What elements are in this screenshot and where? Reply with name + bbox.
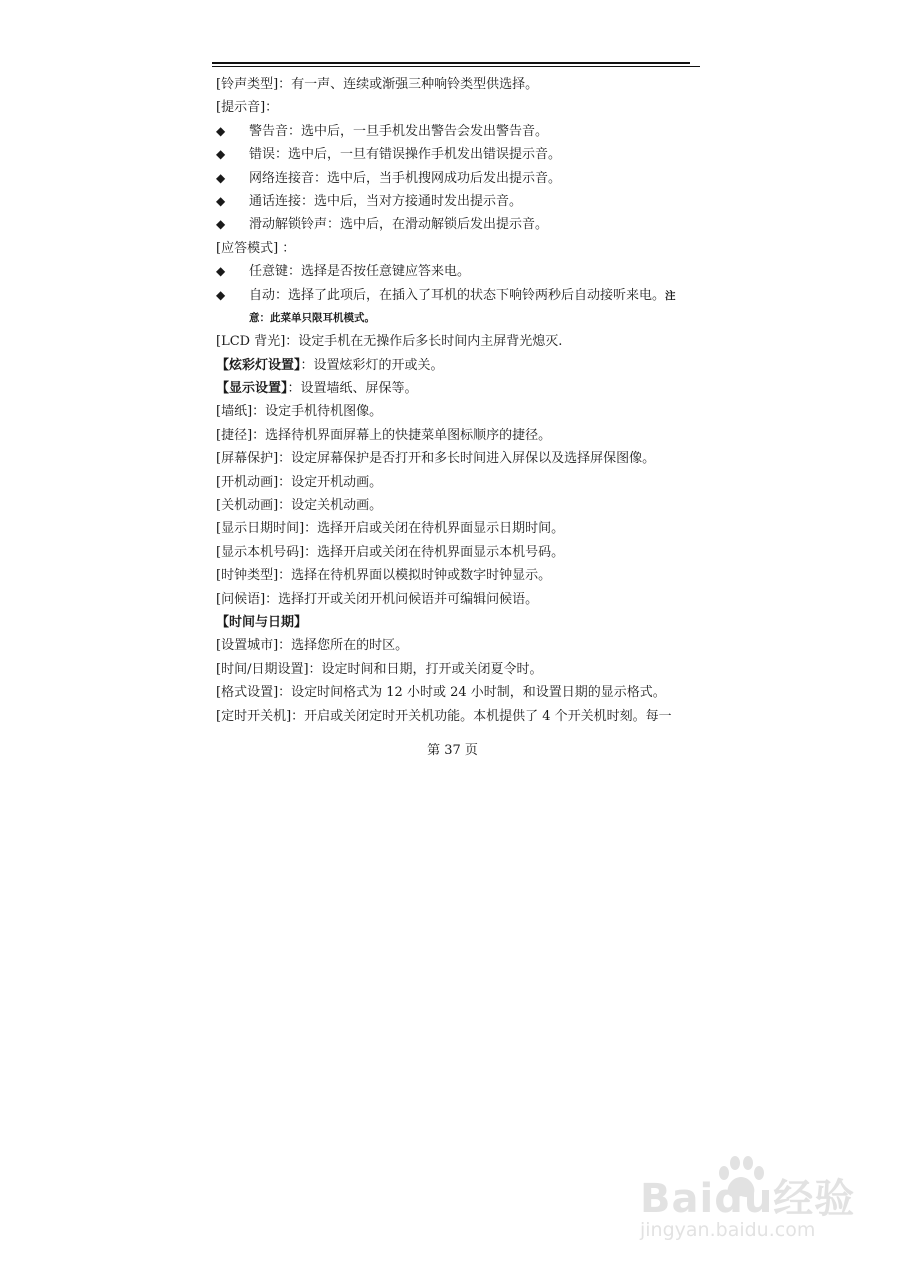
section-heading: 【显示设置】	[216, 381, 288, 397]
diamond-bullet-icon: ◆	[216, 264, 226, 279]
text-line: [墙纸]：设定手机待机图像。	[216, 404, 383, 420]
section-heading: 【炫彩灯设置】	[216, 357, 301, 373]
diamond-bullet-icon: ◆	[216, 123, 226, 138]
text-line: [定时开关机]：开启或关闭定时开关机功能。本机提供了 4 个开关机时刻。每一	[216, 708, 672, 724]
text-line: [时钟类型]：选择在待机界面以模拟时钟或数字时钟显示。	[216, 568, 552, 584]
section-heading: 【时间与日期】	[216, 614, 308, 630]
bullet-text: 通话连接：选中后，当对方接通时发出提示音。	[249, 193, 523, 209]
note-text: 意：此菜单只限耳机模式。	[249, 311, 375, 324]
diamond-bullet-icon: ◆	[216, 170, 226, 185]
text-line: [捷径]：选择待机界面屏幕上的快捷菜单图标顺序的捷径。	[216, 427, 552, 443]
bullet-item	[216, 213, 708, 236]
bullet-item	[216, 120, 708, 143]
bullet-text: 网络连接音：选中后，当手机搜网成功后发出提示音。	[249, 170, 562, 186]
diamond-bullet-icon: ◆	[216, 147, 226, 162]
text-line: [铃声类型]：有一声、连续或渐强三种响铃类型供选择。	[216, 77, 539, 92]
bullet-text: 错误：选中后，一旦有错误操作手机发出错误提示音。	[249, 147, 562, 163]
bullet-text: 任意键：选择是否按任意键应答来电。	[249, 264, 471, 280]
bullet-text-main: 自动：选择了此项后，在插入了耳机的状态下响铃两秒后自动接听来电。	[249, 287, 666, 303]
bullet-text: 警告音：选中后，一旦手机发出警告会发出警告音。	[249, 123, 549, 139]
section-desc: ：设置墙纸、屏保等。	[287, 381, 418, 397]
text-line: [设置城市]：选择您所在的时区。	[216, 638, 409, 654]
bullet-item	[216, 190, 708, 213]
header-rule-thin	[212, 66, 700, 67]
text-line	[216, 354, 708, 377]
text-line: [显示本机号码]：选择开启或关闭在待机界面显示本机号码。	[216, 544, 565, 560]
text-line: [屏幕保护]：设定屏幕保护是否打开和多长时间进入屏保以及选择屏保图像。	[216, 451, 656, 467]
bullet-item	[216, 167, 708, 190]
section-desc: ：设置炫彩灯的开或关。	[300, 357, 444, 373]
baidu-watermark	[640, 1155, 870, 1255]
header-rule-thick	[212, 62, 690, 64]
note-text-start: 注	[665, 289, 676, 302]
watermark-brand: Baidu经验	[640, 1176, 856, 1222]
diamond-bullet-icon: ◆	[216, 193, 226, 208]
text-line: [开机动画]：设定开机动画。	[216, 474, 383, 490]
bullet-item	[216, 260, 708, 283]
text-line: [应答模式] ：	[216, 240, 296, 256]
text-line: [问候语]：选择打开或关闭开机问候语并可编辑问候语。	[216, 591, 539, 607]
text-line: [提示音]：	[216, 100, 279, 116]
text-line: [时间/日期设置]：设定时间和日期，打开或关闭夏令时。	[216, 661, 543, 677]
text-line: [关机动画]：设定关机动画。	[216, 498, 383, 514]
text-line: [显示日期时间]：选择开启或关闭在待机界面显示日期时间。	[216, 521, 565, 537]
bullet-text: 滑动解锁铃声：选中后，在滑动解锁后发出提示音。	[249, 217, 549, 233]
diamond-bullet-icon: ◆	[216, 217, 226, 232]
document-body	[216, 73, 708, 728]
diamond-bullet-icon: ◆	[216, 287, 226, 302]
bullet-item	[216, 143, 708, 166]
text-line: [LCD 背光]：设定手机在无操作后多长时间内主屏背光熄灭.	[216, 334, 563, 350]
text-line: [格式设置]：设定时间格式为 12 小时或 24 小时制，和设置日期的显示格式。	[216, 685, 666, 701]
bullet-item	[216, 284, 708, 307]
page-number: 第 37 页	[427, 743, 478, 758]
bullet-text	[249, 284, 676, 307]
text-line	[216, 377, 708, 400]
watermark-url: jingyan.baidu.com	[640, 1219, 816, 1241]
